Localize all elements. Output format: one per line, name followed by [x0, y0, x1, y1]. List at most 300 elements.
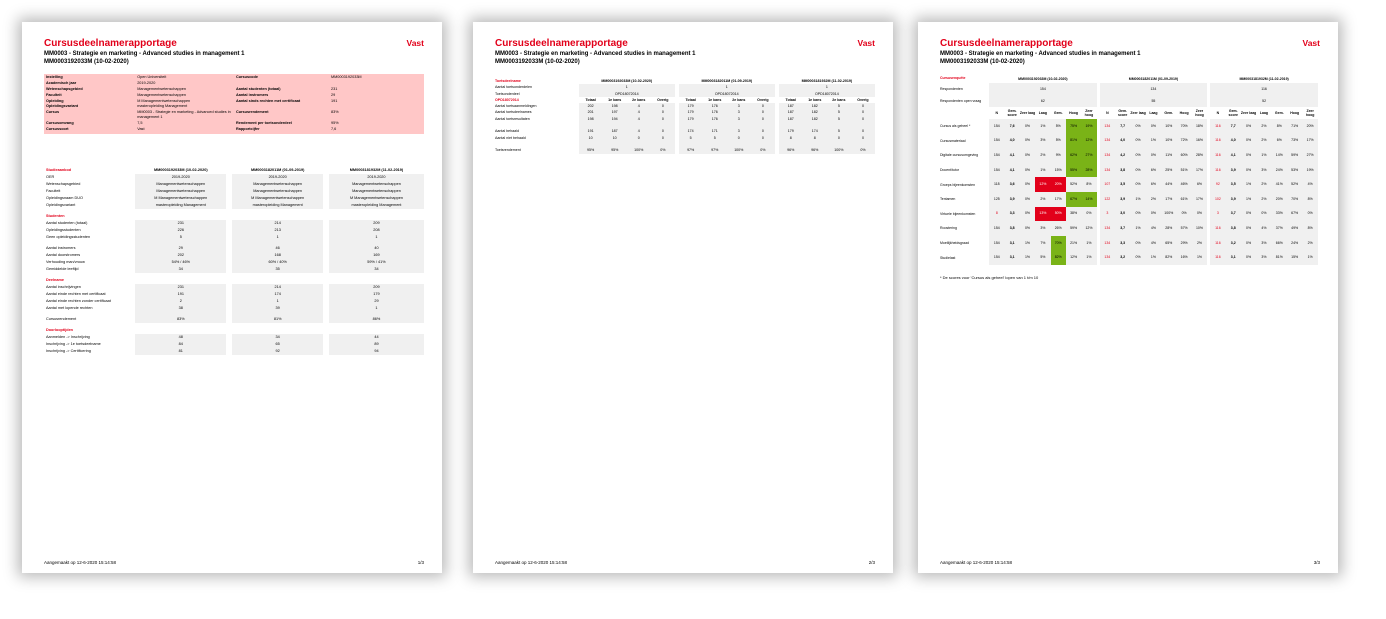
course-column-header: MM0003182011M (01-09-2019)	[1128, 76, 1179, 81]
respondent-count: 134	[1100, 163, 1115, 178]
section-title: Deelname	[46, 278, 64, 282]
distribution-cell: 13%	[1035, 207, 1050, 222]
row-label: Cursus als geheel *	[940, 124, 971, 129]
table-row	[44, 298, 424, 305]
cell-value: 34	[329, 266, 424, 273]
cell-value: 34	[232, 334, 323, 341]
cell-value: 5	[679, 135, 703, 141]
info-value: 2019-2020	[137, 80, 156, 85]
average-score: 4,0	[1004, 134, 1019, 149]
info-value: 231	[330, 86, 338, 91]
row-label: OER	[46, 175, 55, 179]
section-header-row	[44, 327, 424, 334]
report-page-2	[473, 22, 893, 573]
column-header: Overig	[657, 97, 669, 102]
column-header: Laag	[1259, 111, 1269, 115]
distribution-cell: 4%	[1146, 236, 1161, 251]
info-value: Managementwetenschappen	[137, 92, 186, 97]
cell-value: 187	[603, 128, 627, 134]
distribution-cell: 8%	[1302, 192, 1318, 207]
distribution-cell: 17%	[1302, 134, 1318, 149]
row-label: Verhouding man/vrouw	[46, 260, 85, 264]
respondent-count: 134	[1100, 221, 1115, 236]
distribution-cell: 17%	[1192, 192, 1207, 207]
cell-value: OPD18072014	[579, 91, 675, 97]
survey-row	[940, 148, 1318, 163]
survey-table	[940, 74, 1318, 265]
cell-value: Managementwetenschappen	[135, 188, 226, 195]
cell-value: 169	[329, 252, 424, 259]
page-header	[495, 38, 875, 66]
course-info-block	[44, 74, 424, 134]
distribution-cell: 0%	[1302, 207, 1318, 222]
distribution-cell: 0%	[1241, 207, 1256, 222]
distribution-cell: 0%	[1256, 207, 1271, 222]
row-label: Geen opleidingsstudenten	[46, 235, 91, 239]
survey-row	[940, 134, 1318, 149]
distribution-cell: 70%	[1287, 192, 1302, 207]
distribution-cell: 0%	[1130, 148, 1145, 163]
distribution-cell: 51%	[1176, 163, 1191, 178]
table-row	[44, 181, 424, 188]
section-gap	[44, 355, 424, 359]
distribution-cell: 37%	[1272, 221, 1287, 236]
info-key: Opleidingsvariant	[46, 104, 79, 109]
cell-value: 10	[579, 135, 603, 141]
cell-value: OPD18072014	[679, 91, 775, 97]
column-header: Zeer laag	[1019, 111, 1036, 115]
distribution-cell: 0%	[1241, 221, 1256, 236]
cell-value: 176	[703, 109, 727, 115]
table-row	[44, 266, 424, 273]
average-score: 3,3	[1004, 207, 1019, 222]
column-header: 1e kans	[608, 97, 622, 102]
distribution-cell: 0%	[1020, 119, 1035, 134]
distribution-cell: 71%	[1287, 119, 1302, 134]
distribution-cell: 2%	[1256, 192, 1271, 207]
cell-value: 5	[827, 128, 851, 134]
row-label: Toetsrendement	[495, 148, 521, 153]
distribution-cell: 4%	[1146, 221, 1161, 236]
cell-value: 8	[803, 135, 827, 141]
cell-value: 168	[232, 252, 323, 259]
distribution-cell: 81%	[1066, 134, 1081, 149]
average-score: 3,2	[1115, 250, 1130, 265]
respondent-count: 134	[1100, 134, 1115, 149]
report-page-3	[918, 22, 1338, 573]
column-header: Hoog	[1290, 111, 1300, 115]
cell-value: 95%	[603, 147, 627, 153]
table-row	[44, 220, 424, 227]
cell-value: 44	[329, 334, 424, 341]
row-label: Aantal behaald	[495, 129, 519, 134]
table-row	[495, 147, 875, 153]
average-score: 3,1	[1004, 236, 1019, 251]
distribution-cell: 12%	[1081, 221, 1096, 236]
table-row	[44, 202, 424, 209]
respondent-count: 154	[989, 148, 1004, 163]
cell-value: 83%	[135, 316, 226, 323]
distribution-cell: 17%	[1051, 192, 1066, 207]
cell-value: 179	[679, 109, 703, 115]
respondent-count: 116	[1210, 119, 1225, 134]
distribution-cell: 3%	[1035, 134, 1050, 149]
respondent-count: 122	[1100, 192, 1115, 207]
distribution-cell: 28%	[1161, 221, 1176, 236]
distribution-cell: 1%	[1081, 236, 1096, 251]
cell-value: 1	[232, 298, 323, 305]
distribution-cell: 2%	[1256, 134, 1271, 149]
column-header: Zeer hoog	[1084, 109, 1094, 117]
report-title: Cursusdeelnamerapportage	[495, 38, 628, 49]
course-type-tag: Vast	[857, 38, 875, 48]
table-row	[44, 174, 424, 181]
info-key: Academisch jaar	[46, 80, 77, 85]
respondent-count: 154	[989, 236, 1004, 251]
distribution-cell: 2%	[1256, 119, 1271, 134]
cell-value: 100%	[827, 147, 851, 153]
cell-value: 5	[827, 116, 851, 122]
course-column-header: MM0003181932M (11-02-2019)	[1239, 76, 1289, 81]
spacer	[135, 327, 424, 334]
distribution-cell: 100%	[1161, 207, 1176, 222]
average-score: 3,2	[1226, 236, 1241, 251]
average-score: 3,5	[1226, 177, 1241, 192]
average-score: 3,5	[1115, 177, 1130, 192]
distribution-cell: 0%	[1146, 207, 1161, 222]
average-score: 4,2	[1115, 148, 1130, 163]
cell-value: 191	[579, 128, 603, 134]
respondent-count: 116	[1210, 236, 1225, 251]
distribution-cell: 8%	[1081, 177, 1096, 192]
distribution-cell: 12%	[1066, 250, 1081, 265]
distribution-cell: 0%	[1130, 236, 1145, 251]
table-row	[44, 188, 424, 195]
row-label: Groeps bijeenkomsten	[940, 182, 976, 187]
column-header: Overig	[757, 97, 769, 102]
cell-value: 92	[232, 348, 323, 355]
cell-value: 62	[989, 95, 1097, 107]
column-header: Hoog	[1179, 111, 1189, 115]
cell-value: 1	[779, 84, 875, 90]
info-value: 29	[330, 92, 336, 97]
cell-value: 214	[232, 284, 323, 291]
cell-value: 59% / 41%	[329, 259, 424, 266]
cell-value: 197	[603, 109, 627, 115]
column-header: Gem.	[1274, 111, 1284, 115]
cell-value: 2	[135, 298, 226, 305]
info-value: Managementwetenschappen	[137, 86, 186, 91]
course-column-header: MM0003181932M (11-02-2019)	[801, 79, 853, 83]
column-header: Laag	[1038, 111, 1047, 115]
table-row	[940, 83, 1318, 95]
course-column-header: MM0003192033M (10-02-2020)	[153, 168, 208, 172]
cell-value: Managementwetenschappen	[232, 181, 323, 188]
distribution-cell: 17%	[1192, 163, 1207, 178]
row-label: Aantal met lopende rechten	[46, 306, 93, 310]
distribution-cell: 0%	[1241, 250, 1256, 265]
respondent-count: 116	[1210, 221, 1225, 236]
table-row	[44, 291, 424, 298]
row-label: Aantal doorstromers	[46, 253, 81, 257]
survey-footnote: * De scores voor 'Cursus als geheel' lopen van 1 t/m 10	[940, 274, 1039, 280]
cell-value: 0	[727, 135, 751, 141]
page-number: 2/3	[868, 560, 875, 565]
cell-value: 2019-2020	[232, 174, 323, 181]
distribution-cell: 21%	[1066, 236, 1081, 251]
cell-value: 209	[329, 220, 424, 227]
cell-value: 174	[679, 128, 703, 134]
cell-value: 176	[703, 103, 727, 109]
survey-row	[940, 119, 1318, 134]
course-column-header: MM0003182011M (01-09-2019)	[250, 168, 305, 172]
cell-value: 116	[1210, 83, 1318, 95]
distribution-cell: 6%	[1146, 177, 1161, 192]
distribution-cell: 10%	[1192, 221, 1207, 236]
cell-value: 231	[135, 220, 226, 227]
info-key: Wetenschapsgebied	[46, 86, 83, 91]
report-title: Cursusdeelnamerapportage	[940, 38, 1073, 49]
distribution-cell: 0%	[1020, 148, 1035, 163]
average-score: 3,8	[1226, 221, 1241, 236]
average-score: 4,1	[1226, 148, 1241, 163]
distribution-cell: 3%	[1256, 250, 1271, 265]
distribution-cell: 73%	[1287, 134, 1302, 149]
cell-value: 0	[627, 135, 651, 141]
distribution-cell: 33%	[1272, 207, 1287, 222]
row-label: Studielast	[940, 255, 956, 260]
distribution-cell: 6%	[1146, 163, 1161, 178]
row-label: Respondenten	[940, 86, 963, 91]
course-survey	[940, 74, 1318, 280]
table-row	[44, 341, 424, 348]
distribution-cell: 15%	[1287, 250, 1302, 265]
distribution-cell: 0%	[1130, 250, 1145, 265]
distribution-cell: 81%	[1272, 250, 1287, 265]
row-label: Virtuele bijeenkomsten	[940, 211, 976, 216]
distribution-cell: 0%	[1241, 148, 1256, 163]
row-label: Opleidingsstudenten	[46, 228, 81, 232]
course-type-tag: Vast	[1302, 38, 1320, 48]
column-header: Zeer laag	[1130, 111, 1146, 115]
row-label: Aantal inschrijvingen	[46, 285, 81, 289]
column-header: Gem. score	[1228, 109, 1238, 117]
cell-value: masteropleiding Management	[135, 202, 226, 209]
cell-value: 179	[679, 116, 703, 122]
distribution-cell: 57%	[1176, 221, 1191, 236]
course-name: MM0003 - Strategie en marketing - Advanced studies in management 1	[495, 51, 696, 57]
cell-value: 0	[651, 103, 675, 109]
cell-value: 96%	[779, 147, 803, 153]
column-header: N	[1216, 111, 1220, 115]
column-header: 2e kans	[732, 97, 746, 102]
cell-value: 95%	[579, 147, 603, 153]
respondent-count: 154	[989, 119, 1004, 134]
distribution-cell: 3%	[1256, 163, 1271, 178]
cell-value: 97%	[679, 147, 703, 153]
respondent-count: 116	[1210, 134, 1225, 149]
comparison-table	[44, 167, 424, 359]
respondent-count: 154	[989, 250, 1004, 265]
distribution-cell: 59%	[1066, 221, 1081, 236]
cell-value: 4	[627, 109, 651, 115]
distribution-cell: 46%	[1176, 177, 1191, 192]
column-header: Overig	[857, 97, 869, 102]
survey-row	[940, 207, 1318, 222]
info-key: Aantal instromers	[235, 92, 269, 97]
info-value: 95%	[330, 121, 339, 126]
header-row	[940, 74, 1318, 83]
section-title: Studieaanbod	[46, 168, 72, 172]
info-value: 83%	[330, 110, 339, 115]
table-row	[44, 334, 424, 341]
info-key: Instelling	[46, 75, 63, 79]
page-number: 1/3	[417, 560, 424, 565]
respondent-count: 3	[1100, 207, 1115, 222]
cell-value: 0	[851, 109, 875, 115]
section-title: Studenten	[46, 214, 65, 218]
distribution-cell: 27%	[1081, 148, 1096, 163]
distribution-cell: 55%	[1066, 163, 1081, 178]
distribution-cell: 11%	[1161, 148, 1176, 163]
cell-value: 0	[651, 128, 675, 134]
distribution-cell: 72%	[1176, 134, 1191, 149]
cell-value: 191	[135, 291, 226, 298]
distribution-cell: 1%	[1130, 192, 1145, 207]
column-header: Gem. score	[1118, 109, 1128, 117]
cell-value: 4	[627, 103, 651, 109]
cell-value: 154	[989, 83, 1097, 95]
distribution-cell: 17%	[1161, 192, 1176, 207]
page-number: 3/3	[1313, 560, 1320, 565]
generated-timestamp: Aangemaakt op 12-6-2020 15:14:58	[495, 560, 568, 565]
section-title: Cursusenquête	[940, 76, 966, 81]
course-column-header: MM0003192033M (10-02-2020)	[601, 79, 653, 83]
distribution-cell: 1%	[1035, 119, 1050, 134]
respondent-count: 116	[1210, 163, 1225, 178]
section-title: Toetsdeelname	[495, 79, 521, 83]
exam-participation	[495, 78, 875, 154]
average-score: 3,9	[1115, 192, 1130, 207]
average-score: 4,1	[1004, 148, 1019, 163]
respondent-count: 116	[1210, 250, 1225, 265]
respondent-count: 134	[1100, 148, 1115, 163]
cell-value: 174	[232, 291, 323, 298]
info-key: Cursuscode	[235, 75, 258, 79]
cell-value: 198	[603, 103, 627, 109]
distribution-cell: 9%	[1051, 148, 1066, 163]
distribution-cell: 16%	[1176, 250, 1191, 265]
distribution-cell: 0%	[1130, 134, 1145, 149]
cell-value: 10	[603, 135, 627, 141]
cell-value: 209	[329, 284, 424, 291]
distribution-cell: 75%	[1066, 119, 1081, 134]
distribution-cell: 70%	[1176, 119, 1191, 134]
distribution-cell: 10%	[1161, 119, 1176, 134]
distribution-cell: 0%	[1130, 207, 1145, 222]
distribution-cell: 20%	[1302, 119, 1318, 134]
distribution-cell: 20%	[1272, 192, 1287, 207]
cell-value: 100%	[727, 147, 751, 153]
column-header: Gem.	[1164, 111, 1174, 115]
cell-value: M Managementwetenschappen	[135, 195, 226, 202]
row-label: Moeilijkheidsgraad	[940, 240, 969, 245]
distribution-cell: 82%	[1161, 250, 1176, 265]
distribution-cell: 27%	[1302, 148, 1318, 163]
spacer	[135, 277, 424, 284]
average-score: 3,1	[1004, 250, 1019, 265]
row-label: Roostering	[940, 226, 957, 231]
cell-value: 3	[727, 109, 751, 115]
row-label: Tentamen	[940, 197, 956, 202]
column-header: Totaal	[785, 97, 796, 102]
distribution-cell: 1%	[1192, 250, 1207, 265]
cell-value: Managementwetenschappen	[329, 181, 424, 188]
cell-value: 174	[803, 128, 827, 134]
cell-value: 38	[135, 305, 226, 312]
distribution-cell: 1%	[1146, 250, 1161, 265]
cell-value: 134	[1100, 83, 1208, 95]
info-key: Faculteit	[46, 92, 62, 97]
row-label: Opleidingsnaam DUO	[46, 196, 83, 200]
cell-value: 54% / 46%	[135, 259, 226, 266]
cell-value: 187	[779, 103, 803, 109]
generated-timestamp: Aangemaakt op 12-6-2020 15:14:58	[940, 560, 1013, 565]
info-value: M Managementwetenschappen	[137, 98, 191, 103]
cell-value: 65	[232, 341, 323, 348]
distribution-cell: 18%	[1192, 119, 1207, 134]
page-footer	[940, 560, 1320, 565]
cell-value: 0	[751, 103, 775, 109]
distribution-cell: 28%	[1192, 148, 1207, 163]
respondent-count: 134	[1100, 236, 1115, 251]
section-header-row	[44, 213, 424, 220]
distribution-cell: 0%	[1146, 148, 1161, 163]
column-header: Zeer hoog	[1305, 109, 1315, 117]
distribution-cell: 3%	[1035, 221, 1050, 236]
sub-section-title: OPD18072014	[495, 97, 519, 102]
distribution-cell: 0%	[1130, 119, 1145, 134]
cell-value: 1	[679, 84, 775, 90]
column-header: Gem.	[1053, 111, 1063, 115]
cell-value: 182	[803, 103, 827, 109]
distribution-cell: 12%	[1081, 134, 1096, 149]
distribution-cell: 14%	[1272, 148, 1287, 163]
distribution-cell: 29%	[1176, 236, 1191, 251]
distribution-cell: 59%	[1287, 148, 1302, 163]
distribution-cell: 82%	[1051, 250, 1066, 265]
distribution-cell: 0%	[1241, 163, 1256, 178]
distribution-cell: 49%	[1287, 221, 1302, 236]
column-header: 1e kans	[808, 97, 822, 102]
cell-value: 4	[627, 116, 651, 122]
course-code: MM0003192033M (10-02-2020)	[495, 58, 580, 65]
respondent-count: 118	[989, 177, 1004, 192]
column-header: Laag	[1149, 111, 1158, 115]
average-score: 3,1	[1226, 250, 1241, 265]
cell-value: OPD18072014	[779, 91, 875, 97]
report-page-1	[22, 22, 442, 573]
average-score: 3,7	[1226, 207, 1241, 222]
course-code: MM0003192033M (10-02-2020)	[940, 58, 1025, 65]
table-row	[44, 348, 424, 355]
course-column-header: MM0003192033M (10-02-2020)	[1018, 76, 1068, 81]
cell-value: 86%	[329, 316, 424, 323]
distribution-cell: 25%	[1161, 163, 1176, 178]
cell-value: 176	[703, 116, 727, 122]
distribution-cell: 61%	[1176, 192, 1191, 207]
cell-value: 0%	[851, 147, 875, 153]
